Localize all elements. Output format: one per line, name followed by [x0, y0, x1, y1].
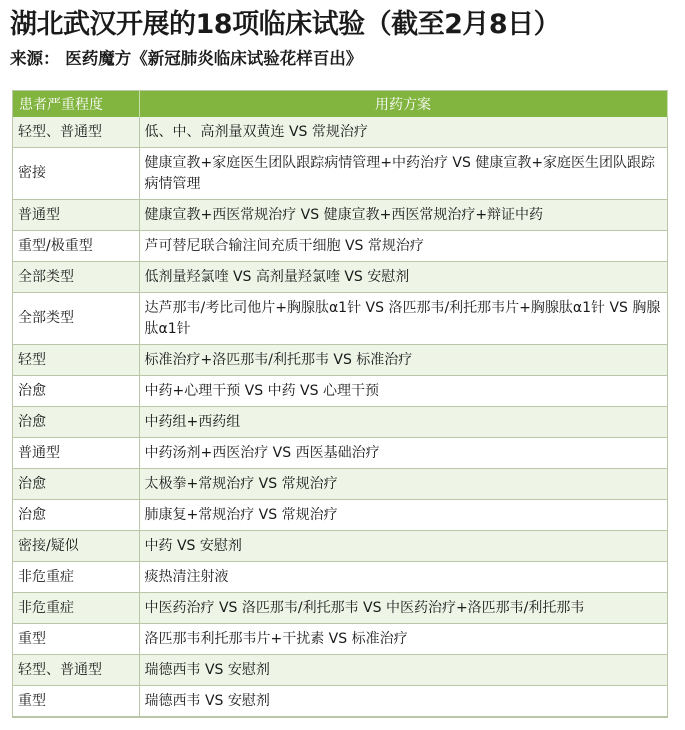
table-row [13, 148, 667, 200]
cell-severity: 全部类型 [13, 262, 139, 293]
table-row [13, 407, 667, 438]
cell-regimen: 健康宣教+家庭医生团队跟踪病情管理+中药治疗 VS 健康宣教+家庭医生团队跟踪病情管理 [139, 148, 667, 200]
cell-severity: 轻型、普通型 [13, 117, 139, 148]
table-row [13, 655, 667, 686]
cell-severity: 重型 [13, 624, 139, 655]
cell-severity: 治愈 [13, 500, 139, 531]
cell-severity: 轻型、普通型 [13, 655, 139, 686]
cell-severity: 非危重症 [13, 593, 139, 624]
table-row [13, 293, 667, 345]
table-row [13, 531, 667, 562]
cell-severity: 密接/疑似 [13, 531, 139, 562]
table-row [13, 686, 667, 717]
cell-regimen: 肺康复+常规治疗 VS 常规治疗 [139, 500, 667, 531]
cell-severity: 重型/极重型 [13, 231, 139, 262]
cell-regimen: 中药组+西药组 [139, 407, 667, 438]
table-row [13, 624, 667, 655]
table-row [13, 345, 667, 376]
cell-severity: 治愈 [13, 407, 139, 438]
cell-severity: 治愈 [13, 469, 139, 500]
cell-regimen: 洛匹那韦利托那韦片+干扰素 VS 标准治疗 [139, 624, 667, 655]
table-row [13, 438, 667, 469]
cell-regimen: 标准治疗+洛匹那韦/利托那韦 VS 标准治疗 [139, 345, 667, 376]
source-line: 来源： 医药魔方《新冠肺炎临床试验花样百出》 [10, 49, 363, 68]
cell-regimen: 太极拳+常规治疗 VS 常规治疗 [139, 469, 667, 500]
table-row [13, 376, 667, 407]
table-row [13, 593, 667, 624]
table-row [13, 262, 667, 293]
cell-severity: 普通型 [13, 438, 139, 469]
cell-severity: 密接 [13, 148, 139, 200]
cell-regimen: 中药汤剂+西医治疗 VS 西医基础治疗 [139, 438, 667, 469]
cell-regimen: 中药 VS 安慰剂 [139, 531, 667, 562]
cell-regimen: 瑞德西韦 VS 安慰剂 [139, 686, 667, 717]
cell-regimen: 中医药治疗 VS 洛匹那韦/利托那韦 VS 中医药治疗+洛匹那韦/利托那韦 [139, 593, 667, 624]
table-header-row [13, 91, 667, 117]
cell-regimen: 低、中、高剂量双黄连 VS 常规治疗 [139, 117, 667, 148]
cell-severity: 治愈 [13, 376, 139, 407]
cell-regimen: 中药+心理干预 VS 中药 VS 心理干预 [139, 376, 667, 407]
cell-regimen: 健康宣教+西医常规治疗 VS 健康宣教+西医常规治疗+辩证中药 [139, 200, 667, 231]
cell-severity: 普通型 [13, 200, 139, 231]
trials-table-grid [13, 91, 668, 717]
cell-severity: 重型 [13, 686, 139, 717]
cell-regimen: 痰热清注射液 [139, 562, 667, 593]
header-regimen: 用药方案 [139, 91, 667, 117]
trials-table [12, 90, 668, 718]
header-severity: 患者严重程度 [13, 91, 139, 117]
table-row [13, 231, 667, 262]
cell-regimen: 芦可替尼联合输注间充质干细胞 VS 常规治疗 [139, 231, 667, 262]
table-row [13, 117, 667, 148]
cell-severity: 轻型 [13, 345, 139, 376]
table-row [13, 200, 667, 231]
cell-severity: 全部类型 [13, 293, 139, 345]
page-title: 湖北武汉开展的18项临床试验（截至2月8日） [10, 9, 561, 40]
table-row [13, 500, 667, 531]
table-row [13, 469, 667, 500]
cell-regimen: 瑞德西韦 VS 安慰剂 [139, 655, 667, 686]
cell-regimen: 达芦那韦/考比司他片+胸腺肽α1针 VS 洛匹那韦/利托那韦片+胸腺肽α1针 VS 胸腺肽α1针 [139, 293, 667, 345]
cell-severity: 非危重症 [13, 562, 139, 593]
table-row [13, 562, 667, 593]
cell-regimen: 低剂量羟氯喹 VS 高剂量羟氯喹 VS 安慰剂 [139, 262, 667, 293]
